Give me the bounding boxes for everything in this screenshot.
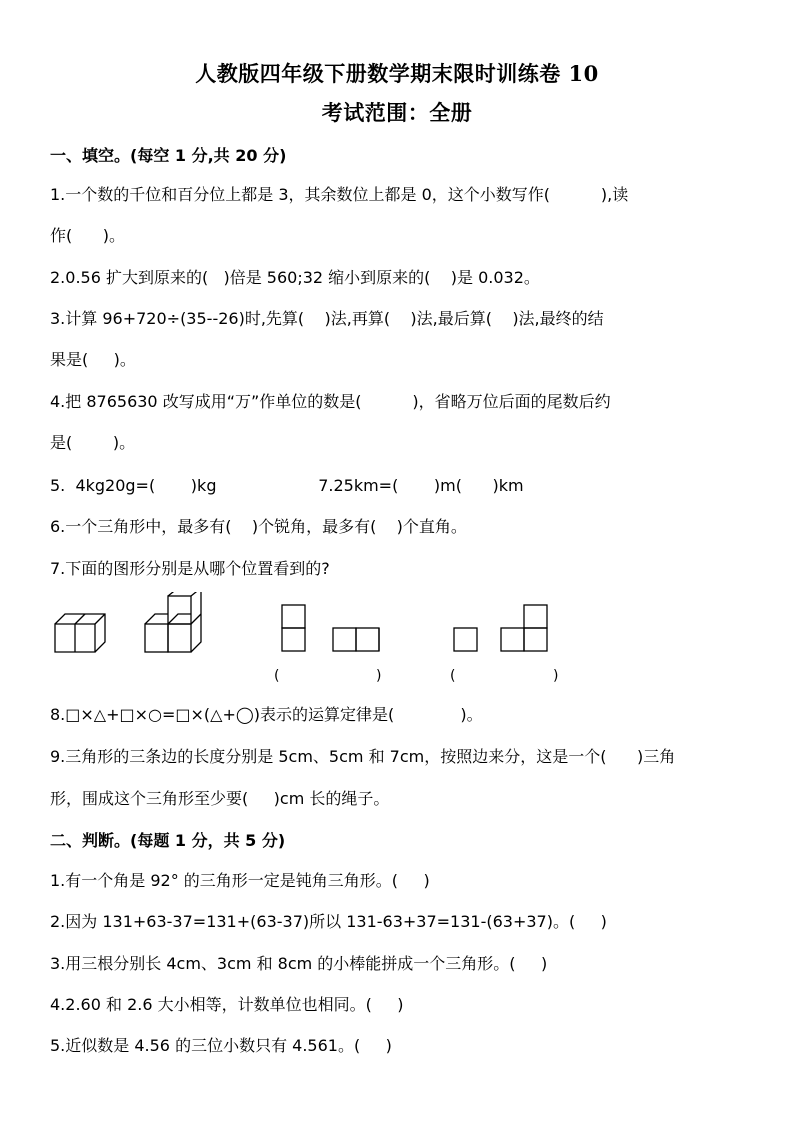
view-horizontal-three bbox=[333, 628, 379, 651]
question-line: 作( )。 bbox=[50, 226, 126, 245]
view-l-shape bbox=[501, 605, 547, 651]
answer-paren-open: ( bbox=[274, 668, 280, 684]
cube-views-figure bbox=[50, 592, 570, 692]
section-fill-blank-heading: 一、填空。(每空 1 分,共 20 分) bbox=[50, 146, 287, 165]
cube-views-drawing bbox=[50, 592, 570, 692]
question-line: 是( )。 bbox=[50, 433, 136, 452]
answer-paren-close: ) bbox=[376, 668, 382, 684]
question-line: 1.有一个角是 92° 的三角形一定是钝角三角形。( ) bbox=[50, 871, 430, 890]
question-line: 果是( )。 bbox=[50, 350, 136, 369]
question-line: 2.0.56 扩大到原来的( )倍是 560;32 缩小到原来的( )是 0.032。 bbox=[50, 268, 540, 287]
question-line: 6.一个三角形中，最多有( )个锐角，最多有( )个直角。 bbox=[50, 517, 467, 536]
view-vertical-two bbox=[282, 605, 305, 651]
question-line: 1.一个数的千位和百分位上都是 3，其余数位上都是 0，这个小数写作( ),读 bbox=[50, 185, 629, 204]
answer-paren-close: ) bbox=[553, 668, 559, 684]
document-title: 人教版四年级下册数学期末限时训练卷 10 bbox=[195, 61, 599, 86]
document-subtitle: 考试范围：全册 bbox=[321, 100, 473, 125]
section-true-false-heading: 二、判断。(每题 1 分，共 5 分) bbox=[50, 831, 286, 850]
answer-paren-open: ( bbox=[450, 668, 456, 684]
question-line: 5.近似数是 4.56 的三位小数只有 4.561。( ) bbox=[50, 1036, 392, 1055]
question-line: 形，围成这个三角形至少要( )cm 长的绳子。 bbox=[50, 789, 390, 808]
question-line: 4.2.60 和 2.6 大小相等，计数单位也相同。( ) bbox=[50, 995, 404, 1014]
question-line: 8.□×△+□×○=□×(△+◯)表示的运算定律是( )。 bbox=[50, 705, 483, 724]
question-line: 9.三角形的三条边的长度分别是 5cm、5cm 和 7cm，按照边来分，这是一个( )三角 bbox=[50, 747, 676, 766]
question-line: 3.计算 96+720÷(35--26)时,先算( )法,再算( )法,最后算( )法,最终的结 bbox=[50, 309, 604, 328]
two-cube-3d bbox=[55, 614, 105, 652]
question-line: 2.因为 131+63-37=131+(63-37)所以 131-63+37=131-(63+37)。( ) bbox=[50, 912, 607, 931]
question-line: 4.把 8765630 改写成用“万”作单位的数是( )，省略万位后面的尾数后约 bbox=[50, 392, 611, 411]
question-line: 3.用三根分别长 4cm、3cm 和 8cm 的小棒能拼成一个三角形。( ) bbox=[50, 954, 548, 973]
question-line: 7.下面的图形分别是从哪个位置看到的? bbox=[50, 559, 330, 578]
view-single-square bbox=[454, 628, 477, 651]
question-line: 5. 4kg20g=( )kg 7.25km=( )m( )km bbox=[50, 476, 524, 495]
three-cube-3d bbox=[145, 592, 201, 652]
